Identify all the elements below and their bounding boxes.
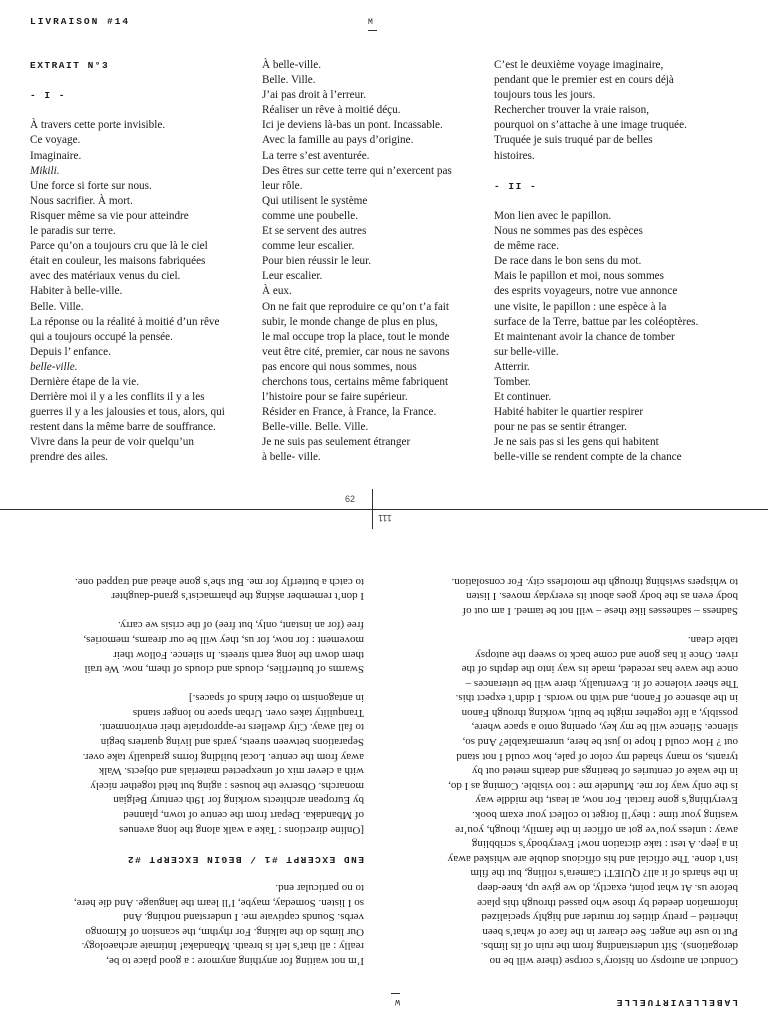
text-line: leur rôle.: [262, 179, 303, 192]
column-3: [494, 58, 698, 466]
page-number-rotated: 111: [378, 513, 392, 523]
column-3-text-a: [494, 58, 698, 164]
english-line: to catch a butterfly for me. But she’s gone ahead and trapped one.: [75, 575, 364, 588]
english-line: to whispers swishing through the motorless city. For consolation.: [451, 575, 738, 588]
text-line: subir, le monde change de plus en plus,: [262, 315, 438, 328]
text-line: À belle-ville.: [262, 59, 322, 71]
english-line: of Mbandaka. Depart from the centre of town, planned: [123, 809, 364, 822]
text-line: Derrière moi il y a les conflits il y a les: [30, 391, 205, 404]
page-number-top: 62: [345, 494, 356, 504]
text-line: surface de la Terre, battue par les coléoptères.: [494, 315, 699, 328]
english-line: I’m not waiting for anything anymore : a good place to be,: [106, 955, 364, 967]
english-line: by European architects working for 19th century Belgian: [113, 794, 364, 807]
english-line: wasting your time : they’ll forget to collect your exam book.: [472, 809, 738, 822]
english-line: monarchs. Observe the houses : aging but held together nicely: [90, 779, 364, 792]
text-line: Parce qu’on a toujours cru que là le ciel: [30, 240, 208, 253]
text-line: Belle. Ville.: [30, 300, 84, 313]
text-line: Depuis l’ enfance.: [30, 345, 111, 358]
text-line: pourquoi on s’attache à une image truquée.: [494, 119, 687, 132]
english-line: body even as the body goes about its everyday moves. I listen: [466, 590, 738, 603]
column-1-text: [30, 118, 225, 465]
english-column-a-text: [448, 574, 738, 968]
english-line: to fall away. City dwellers re-appropriate their environment.: [99, 721, 364, 734]
text-line: Une force si forte sur nous.: [30, 179, 152, 192]
english-line: once the wave has receded, made its way into the depths of the: [461, 663, 738, 676]
english-line: [Online directions : Take a walk along the long avenues: [119, 823, 364, 836]
french-spread: [0, 0, 768, 500]
text-line: Mikili.: [30, 164, 60, 177]
english-line: Everything’s gone fractal. For now, at least, the middle way: [475, 794, 738, 807]
english-line: in the absence of Fanon, and with no words. I didn’t expect this.: [455, 692, 738, 705]
text-line: veut être cité, premier, car nous ne savons: [262, 345, 450, 358]
text-line: comme une poubelle.: [262, 209, 358, 222]
text-line: Je ne sais pas si les gens qui habitent: [494, 436, 659, 449]
english-line: Swarms of butterflies, clouds and clouds of them, now. We trail: [84, 663, 364, 676]
text-line: Belle-ville. Belle. Ville.: [262, 421, 369, 434]
text-line: pour ne pas se sentir étranger.: [494, 421, 627, 434]
english-line: Conduct an autopsy on history’s corpse (there will be no: [489, 955, 738, 967]
english-line: silence. Silence will be my key, opening onto a space where,: [471, 721, 738, 734]
english-line: in the wake of centuries of beatings and deaths meted out by: [471, 765, 738, 778]
text-line: Belle. Ville.: [262, 74, 316, 87]
text-line: pendant que le premier est en cours déjà: [494, 74, 674, 87]
english-line: Tranquility takes over. Urban space no longer stands: [132, 706, 364, 719]
english-line: inherited – pretty ditties for murder and highly specialized: [481, 911, 738, 924]
text-line: Habiter à belle-ville.: [30, 285, 123, 298]
english-line: away : unless you’ve got an officer in the family, though, you’re: [455, 823, 738, 836]
text-line: Nous sacrifier. À mort.: [30, 194, 133, 207]
text-line: Des êtres sur cette terre qui n’exercent pas: [262, 164, 452, 177]
english-line: The sheer violence of it. Eventually, there will be utterances –: [465, 677, 738, 690]
english-line: I don’t remember asking the pharmacist’s grand-daughter: [111, 590, 364, 603]
text-line: belle-ville se rendent compte de la chance: [494, 451, 682, 464]
english-line: with a clever mix of unexpected materials and objects. Walk: [98, 765, 364, 778]
text-line: Truquée je suis truqué par de belles: [494, 134, 653, 147]
text-line: Vivre dans la peur de voir quelqu’un: [30, 436, 194, 449]
text-line: Et continuer.: [494, 391, 552, 404]
column-1: [30, 58, 225, 466]
page-marker-top: M: [368, 18, 373, 27]
column-2-text: [262, 58, 452, 466]
section-heading-1: - I -: [30, 90, 67, 102]
english-line: [448, 618, 738, 633]
english-line: table clean.: [687, 633, 738, 646]
english-line: END EXCERPT #1 / BEGIN EXCERPT #2: [126, 853, 364, 865]
text-line: prendre des ailes.: [30, 451, 108, 464]
text-line: Mais le papillon et moi, nous sommes: [494, 270, 664, 283]
text-line: Je ne suis pas seulement étranger: [262, 436, 411, 449]
text-line: Nous ne sommes pas des espèces: [494, 225, 643, 238]
marker-dash-bottom: [391, 993, 400, 994]
text-line: pas encore qui nous sommes, nous: [262, 360, 417, 373]
english-line: Sadness – sadnesses like these – will not be tamed. I am out of: [462, 604, 738, 617]
english-line: derogations). Sift understanding from the ruin of its limbs.: [480, 940, 738, 953]
english-line: is the only way for me. Mundele me : too visible. Coming as I do,: [448, 779, 738, 792]
text-line: Dernière étape de la vie.: [30, 375, 140, 388]
english-line: away from the centre. Local building forms gradually take over.: [82, 750, 364, 763]
english-line: information deeded by those who passed through this place: [477, 896, 738, 909]
english-column-b: [74, 574, 364, 968]
text-line: belle-ville.: [30, 360, 78, 373]
english-line: them down the long earth streets. In silence. Follow their: [113, 648, 364, 661]
english-line: in the shards of it all? QUIET! Camera’s rolling, but the film: [470, 867, 738, 880]
text-line: à belle- ville.: [262, 451, 321, 464]
column-2: [262, 58, 452, 466]
text-line: toujours tous les jours.: [494, 89, 596, 102]
text-line: des esprits voyageurs, notre vue annonce: [494, 285, 678, 298]
text-line: l’histoire pour se faire supérieur.: [262, 391, 408, 404]
english-line: before us. At what point, exactly, do we give up, knee-deep: [477, 882, 738, 895]
text-line: sur belle-ville.: [494, 345, 559, 358]
english-line: to no particular end.: [275, 882, 364, 895]
text-line: cherchons tous, certains même fabriquent: [262, 375, 449, 388]
text-line: Leur escalier.: [262, 270, 323, 283]
text-line: Mon lien avec le papillon.: [494, 209, 612, 222]
text-line: Habité habiter le quartier respirer: [494, 406, 644, 419]
text-line: Avec la famille au pays d’origine.: [262, 134, 414, 147]
text-line: une visite, le papillon : une espèce à la: [494, 300, 667, 313]
english-line: [74, 603, 364, 618]
page-marker-bottom: W: [395, 997, 400, 1006]
text-line: qui a toujours occupé la pensée.: [30, 330, 173, 343]
text-line: Tomber.: [494, 375, 531, 388]
text-line: Atterrir.: [494, 360, 530, 373]
text-line: avec des matériaux venus du ciel.: [30, 270, 181, 283]
english-line: [74, 837, 364, 852]
text-line: Et se servent des autres: [262, 225, 367, 238]
text-line: Ici je deviens là-bas un pont. Incassable.: [262, 119, 443, 132]
text-line: histoires.: [494, 149, 535, 162]
text-line: Ce voyage.: [30, 134, 81, 147]
section-heading-2: - II -: [494, 180, 538, 192]
column-3-text-b: [494, 209, 698, 466]
english-line: Our limbs do the talking. For rhythm, the scansion of Kimongo: [85, 925, 364, 938]
english-line: river. Once it has gone and come back to sweep the autopsy: [475, 648, 738, 661]
english-line: in antagonism to other kinds of spaces.]: [188, 692, 364, 705]
text-line: La terre s’est aventurée.: [262, 149, 370, 162]
text-line: était en couleur, les maisons fabriquées: [30, 255, 206, 268]
text-line: Résider en France, à France, la France.: [262, 406, 437, 419]
english-line: in a jeep. A test : take dictation now! Everybody’s scribbling: [471, 838, 738, 851]
text-line: restent dans la même barre de souffrance.: [30, 421, 216, 434]
text-line: Et maintenant avoir la chance de tomber: [494, 330, 675, 343]
english-line: verbs. Sounds captivate me. I understand nothing. And: [123, 911, 364, 924]
english-line: Separations between streets, yards and living quarters begin: [100, 736, 364, 749]
english-line: so I listen. Someday, maybe, I’ll learn the language. And die here,: [73, 896, 364, 909]
text-line: À eux.: [262, 285, 292, 298]
text-line: Imaginaire.: [30, 149, 82, 162]
english-spread-rotated: [0, 512, 768, 1024]
english-line: free (for an instant, only, but free) of the crisis we carry.: [118, 619, 364, 632]
english-column-a: [448, 574, 738, 968]
english-line: possibly, a life together might be built, working through Fanon: [461, 706, 738, 719]
english-line: movement : for now, for us, they will be our dreams, memories,: [83, 633, 364, 646]
text-line: De race dans le bon sens du mot.: [494, 255, 642, 268]
text-line: C’est le deuxième voyage imaginaire,: [494, 59, 664, 71]
text-line: On ne fait que reproduire ce qu’on t’a fait: [262, 300, 449, 313]
text-line: le paradis sur terre.: [30, 225, 116, 238]
text-line: Qui utilisent le système: [262, 194, 368, 207]
english-line: out ? How could I hope to just be here, unremarkable? And so,: [462, 736, 738, 749]
text-line: comme leur escalier.: [262, 240, 355, 253]
fold-rule: [0, 509, 768, 510]
text-line: Réaliser un rêve à moitié déçu.: [262, 104, 401, 117]
english-line: [74, 676, 364, 691]
english-line: really : all that’s left is breath. Mbandaka! Intimate archaeology.: [81, 940, 364, 953]
english-line: Put to use the anger. See clearer in the face of what’s been: [482, 925, 738, 938]
text-line: La réponse ou la réalité à moitié d’un rêve: [30, 315, 220, 328]
text-line: À travers cette porte invisible.: [30, 119, 166, 132]
issue-label: LIVRAISON #14: [30, 16, 131, 27]
text-line: le mal occupe trop la place, tout le monde: [262, 330, 450, 343]
english-line: [74, 866, 364, 881]
text-line: de même race.: [494, 240, 559, 253]
text-line: Risquer même sa vie pour atteindre: [30, 209, 189, 222]
english-line: tyrants, so many shaded my color of pale, how could I not stand: [456, 750, 738, 763]
text-line: guerres il y a les jalousies et tous, alors, qui: [30, 406, 225, 419]
text-line: Rechercher trouver la vraie raison,: [494, 104, 649, 117]
english-column-b-text: [74, 574, 364, 968]
text-line: J’ai pas droit à l’erreur.: [262, 89, 367, 102]
excerpt-title: EXTRAIT N°3: [30, 60, 110, 71]
english-line: isn’t done. The official and his officious double are whisked away: [447, 852, 738, 865]
site-label: LABELLEVIRTUELLE: [614, 997, 738, 1008]
text-line: Pour bien réussir le leur.: [262, 255, 372, 268]
